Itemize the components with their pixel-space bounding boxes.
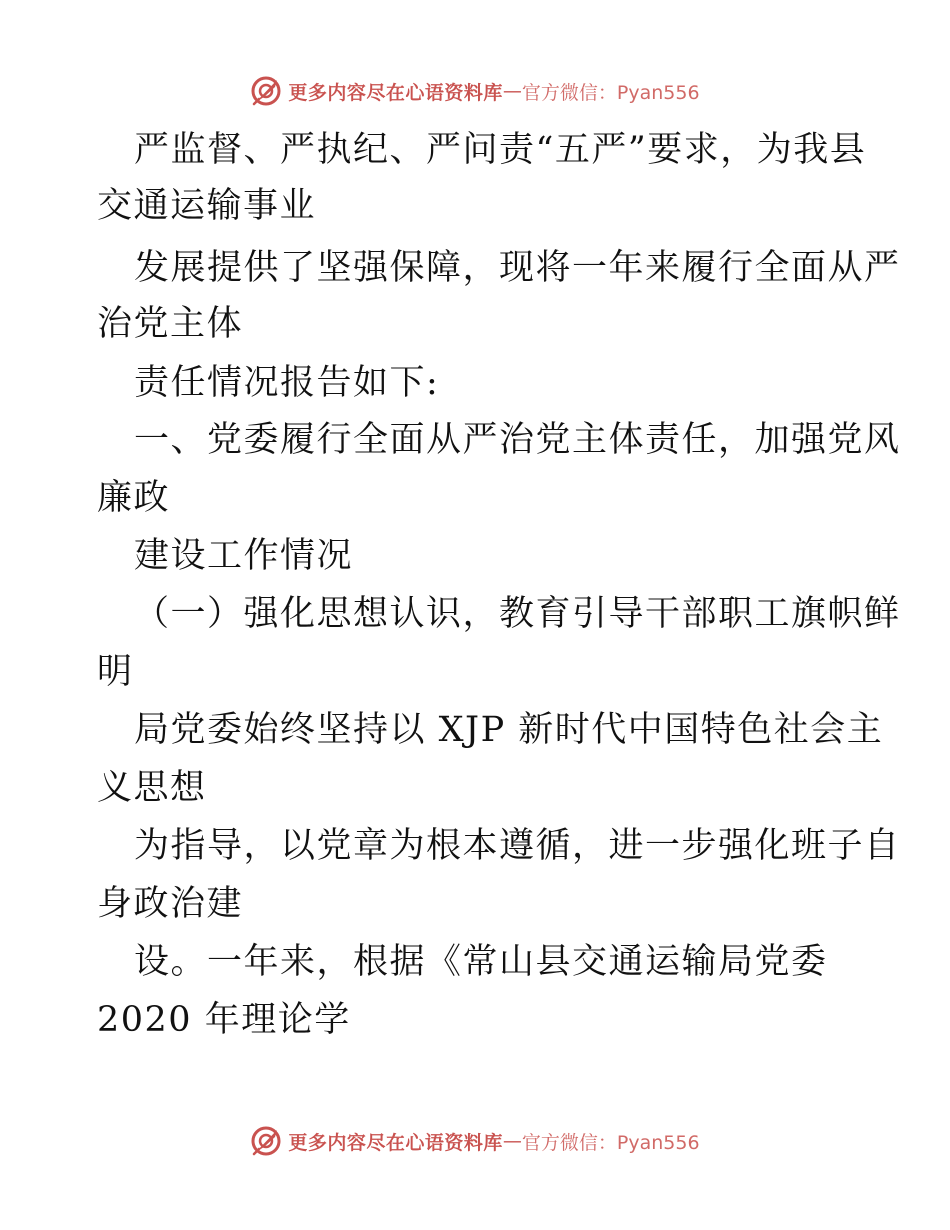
text-line: 局党委始终坚持以 XJP 新时代中国特色社会主 bbox=[134, 710, 884, 750]
text-line: 廉政 bbox=[97, 478, 171, 518]
text-line: 为指导，以党章为根本遵循，进一步强化班子自 bbox=[134, 826, 901, 866]
banner-separator: — bbox=[502, 80, 522, 102]
text-line: 发展提供了坚强保障，现将一年来履行全面从严 bbox=[134, 248, 901, 288]
text-line: 设。一年来，根据《常山县交通运输局党委 bbox=[134, 942, 828, 982]
quill-pen-logo-icon bbox=[250, 1125, 282, 1157]
banner-contact-text: 官方微信：Pyan556 bbox=[521, 81, 700, 104]
banner-contact-text: 官方微信：Pyan556 bbox=[521, 1131, 700, 1154]
text-line: 一、党委履行全面从严治党主体责任，加强党风 bbox=[134, 420, 901, 460]
text-line: （一）强化思想认识，教育引导干部职工旗帜鲜 bbox=[134, 594, 901, 634]
text-line: 交通运输事业 bbox=[97, 186, 317, 226]
header-banner bbox=[0, 71, 950, 111]
text-line: 义思想 bbox=[97, 768, 207, 808]
banner-separator: — bbox=[502, 1130, 522, 1152]
text-line: 责任情况报告如下: bbox=[134, 363, 440, 403]
text-line: 明 bbox=[97, 652, 134, 692]
text-line: 2020 年理论学 bbox=[97, 1000, 351, 1040]
banner-brand-text: 更多内容尽在心语资料库 bbox=[288, 81, 503, 104]
text-line: 建设工作情况 bbox=[134, 536, 354, 576]
text-line: 严监督、严执纪、严问责“五严”要求，为我县 bbox=[134, 130, 867, 170]
text-line: 治党主体 bbox=[97, 304, 244, 344]
banner-brand-text: 更多内容尽在心语资料库 bbox=[288, 1131, 503, 1154]
footer-banner bbox=[0, 1121, 950, 1161]
text-line: 身政治建 bbox=[97, 884, 244, 924]
quill-pen-logo-icon bbox=[250, 75, 282, 107]
